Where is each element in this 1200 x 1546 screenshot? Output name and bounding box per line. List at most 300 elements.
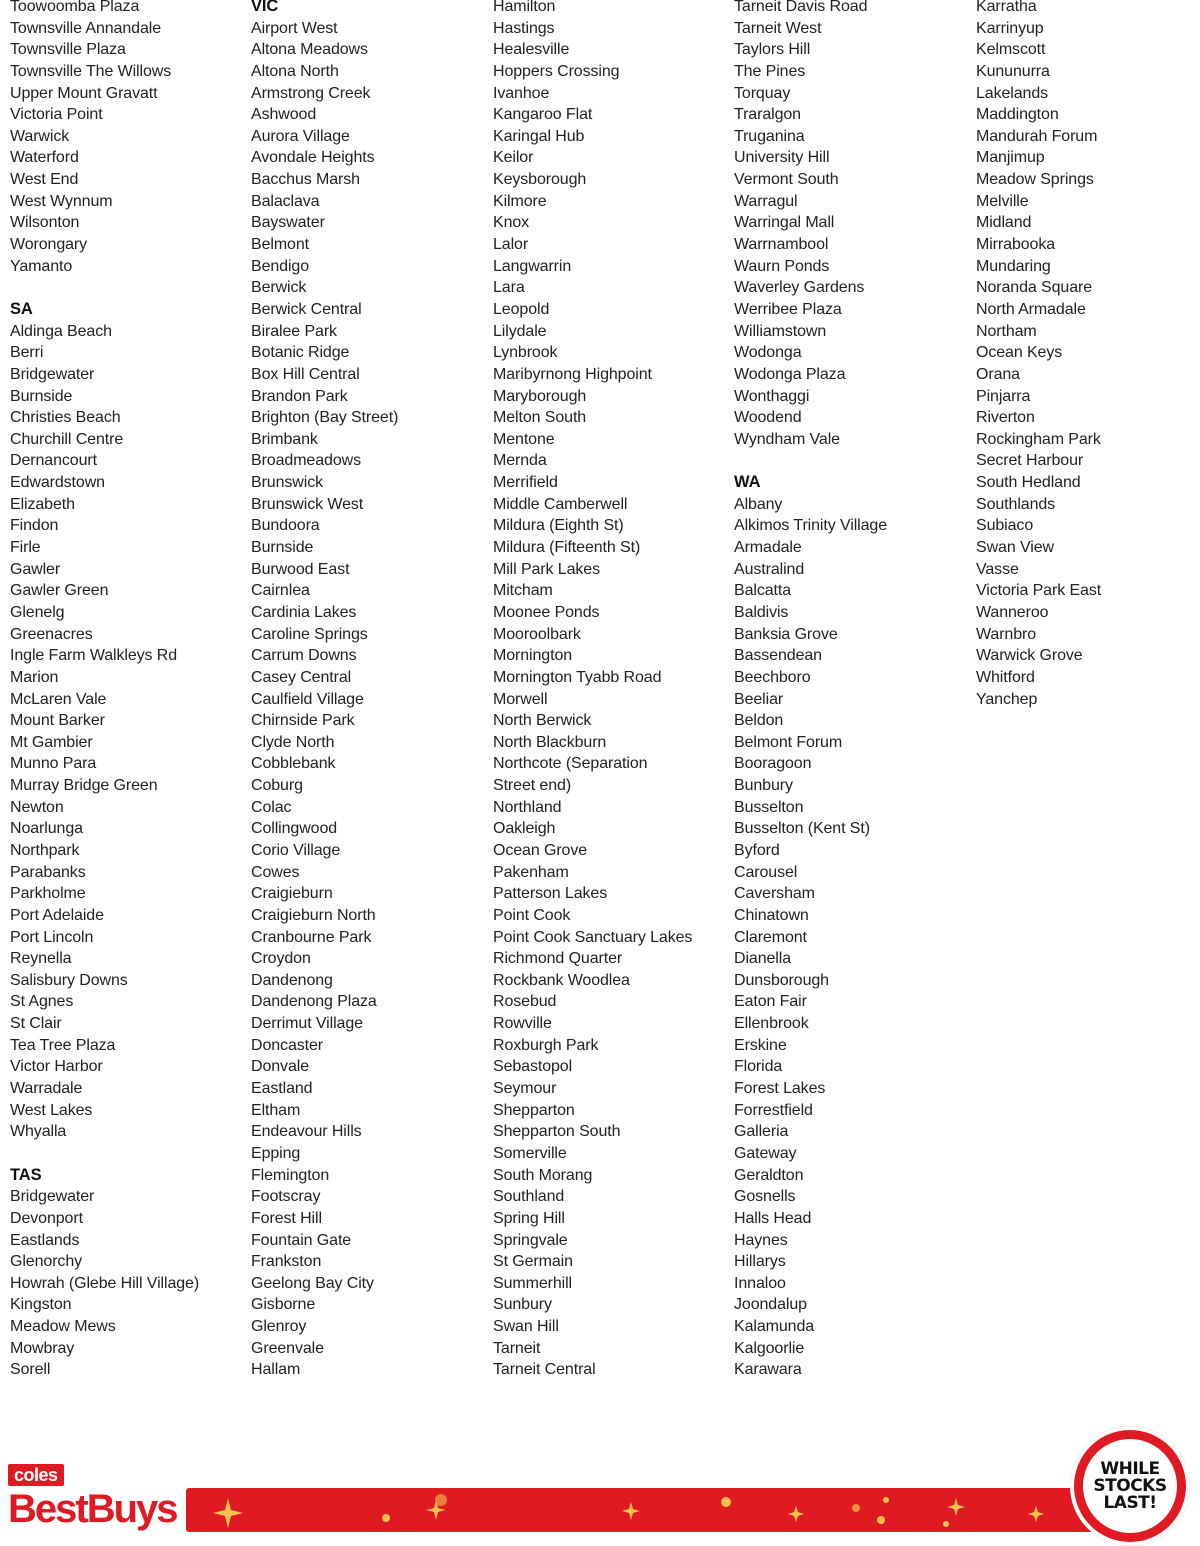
store-name: Kingston: [10, 1296, 72, 1314]
store-name: Middle Camberwell: [493, 495, 628, 513]
store-name: Townsville The Willows: [10, 62, 172, 80]
store-name: Booragoon: [734, 755, 812, 773]
store-name: Townsville Annandale: [10, 19, 161, 37]
store-name: Patterson Lakes: [493, 885, 608, 903]
store-name: Warradale: [10, 1080, 83, 1098]
store-name: Taylors Hill: [734, 41, 811, 59]
store-name: Belmont Forum: [734, 733, 843, 751]
sparkle-dot-icon: [877, 1516, 885, 1524]
store-name: North Berwick: [493, 712, 592, 730]
store-name: Lilydale: [493, 322, 547, 340]
store-name: Keilor: [493, 149, 534, 167]
store-name: Maryborough: [493, 387, 587, 405]
store-name: Mildura (Fifteenth St): [493, 539, 641, 557]
store-name: Carousel: [734, 863, 798, 881]
store-name: Moonee Ponds: [493, 603, 600, 621]
store-name: Bundoora: [251, 517, 320, 535]
coles-logo-text: coles: [8, 1464, 64, 1486]
store-name: Mildura (Eighth St): [493, 517, 624, 535]
store-name: Swan View: [976, 539, 1054, 557]
store-name: Collingwood: [251, 820, 338, 838]
store-name: Maribyrnong Highpoint: [493, 365, 652, 383]
store-name: Frankston: [251, 1253, 322, 1271]
store-name: Tarneit: [493, 1339, 541, 1357]
sparkle-dot-icon: [943, 1521, 949, 1527]
store-name: Parkholme: [10, 885, 86, 903]
store-name: Claremont: [734, 928, 807, 946]
store-name: Flemington: [251, 1166, 330, 1184]
store-name: Karawara: [734, 1361, 802, 1379]
store-name: Richmond Quarter: [493, 950, 623, 968]
store-name: Craigieburn North: [251, 906, 376, 924]
store-name: Tarneit Davis Road: [734, 0, 868, 15]
store-name: Howrah (Glebe Hill Village): [10, 1274, 200, 1292]
store-name: Yamanto: [10, 257, 73, 275]
store-name: St Agnes: [10, 993, 74, 1011]
store-name: Ellenbrook: [734, 1015, 809, 1033]
store-name: Manjimup: [976, 149, 1045, 167]
store-name: Mooroolbark: [493, 625, 581, 643]
store-name: Ashwood: [251, 106, 317, 124]
store-name: Geelong Bay City: [251, 1274, 374, 1292]
store-name: Firle: [10, 539, 41, 557]
store-name: Karratha: [976, 0, 1037, 15]
store-name: Melville: [976, 192, 1029, 210]
store-name: Mill Park Lakes: [493, 560, 600, 578]
store-name: Warnbro: [976, 625, 1037, 643]
store-name: Roxburgh Park: [493, 1036, 599, 1054]
store-name: Forrestfield: [734, 1101, 813, 1119]
store-name: Mundaring: [976, 257, 1051, 275]
store-name: Christies Beach: [10, 409, 121, 427]
store-name: Leopold: [493, 300, 550, 318]
store-name: Berri: [10, 344, 44, 362]
store-name: Burwood East: [251, 560, 350, 578]
store-name: Healesville: [493, 41, 570, 59]
store-name: University Hill: [734, 149, 830, 167]
store-name: Berwick Central: [251, 300, 362, 318]
store-name: Kangaroo Flat: [493, 106, 593, 124]
state-heading: SA: [10, 299, 33, 318]
store-name: Salisbury Downs: [10, 971, 128, 989]
store-name: Townsville Plaza: [10, 41, 126, 59]
store-name: Beeliar: [734, 690, 784, 708]
store-name: Gosnells: [734, 1188, 796, 1206]
store-name: Bayswater: [251, 214, 325, 232]
store-name: Devonport: [10, 1209, 83, 1227]
store-name: Coburg: [251, 777, 303, 795]
store-name: Upper Mount Gravatt: [10, 84, 158, 102]
red-banner: [186, 1488, 1116, 1532]
store-name: Dunsborough: [734, 971, 829, 989]
store-name: Warwick: [10, 127, 70, 145]
store-name: Belmont: [251, 236, 309, 254]
store-name: Langwarrin: [493, 257, 572, 275]
store-name: Warringal Mall: [734, 214, 835, 232]
store-name: Rowville: [493, 1015, 552, 1033]
state-heading: WA: [734, 473, 761, 492]
store-name: Street end): [493, 777, 572, 795]
store-name: West Wynnum: [10, 192, 113, 210]
store-name: Epping: [251, 1144, 301, 1162]
store-name: Gawler Green: [10, 582, 109, 600]
store-name: Derrimut Village: [251, 1015, 363, 1033]
store-name: Footscray: [251, 1188, 321, 1206]
store-name: Croydon: [251, 950, 311, 968]
store-name: South Morang: [493, 1166, 593, 1184]
store-name: Hallam: [251, 1361, 301, 1379]
store-name: Yanchep: [976, 690, 1038, 708]
store-name: Somerville: [493, 1144, 567, 1162]
store-name: Port Adelaide: [10, 906, 104, 924]
store-name: Tea Tree Plaza: [10, 1036, 116, 1054]
store-name: Melton South: [493, 409, 587, 427]
store-name: Torquay: [734, 84, 791, 102]
store-name: Port Lincoln: [10, 928, 94, 946]
store-name: Merrifield: [493, 474, 558, 492]
store-name: Glenroy: [251, 1318, 307, 1336]
store-name: Beechboro: [734, 668, 811, 686]
store-name: Swan Hill: [493, 1318, 559, 1336]
store-name: Mowbray: [10, 1339, 75, 1357]
store-name: Elizabeth: [10, 495, 75, 513]
store-name: Wyndham Vale: [734, 430, 840, 448]
store-name: Airport West: [251, 19, 338, 37]
store-name: Balcatta: [734, 582, 792, 600]
store-name: Bridgewater: [10, 365, 95, 383]
store-name: Knox: [493, 214, 530, 232]
store-name: Hastings: [493, 19, 555, 37]
store-name: Chirnside Park: [251, 712, 355, 730]
store-name: Joondalup: [734, 1296, 807, 1314]
group-spacer: [10, 277, 245, 299]
store-name: Murray Bridge Green: [10, 777, 158, 795]
store-name: Halls Head: [734, 1209, 812, 1227]
store-name: Haynes: [734, 1231, 788, 1249]
store-name: Summerhill: [493, 1274, 573, 1292]
store-name: Newton: [10, 798, 64, 816]
bestbuys-logo-text: BestBuys: [8, 1487, 177, 1531]
store-name: Oakleigh: [493, 820, 556, 838]
store-name: Biralee Park: [251, 322, 337, 340]
store-name: Victoria Point: [10, 106, 103, 124]
store-name: Wodonga: [734, 344, 802, 362]
store-name: Forest Hill: [251, 1209, 322, 1227]
store-name: Morwell: [493, 690, 548, 708]
store-name: West End: [10, 171, 79, 189]
store-name: Brunswick: [251, 474, 324, 492]
sparkle-dot-icon: [382, 1514, 390, 1522]
store-name: Rosebud: [493, 993, 557, 1011]
store-name: Sebastopol: [493, 1058, 573, 1076]
store-name: Albany: [734, 495, 783, 513]
state-heading: TAS: [10, 1165, 42, 1184]
store-name: Rockingham Park: [976, 430, 1101, 448]
store-name: Williamstown: [734, 322, 827, 340]
store-name: Kalamunda: [734, 1318, 815, 1336]
store-name: St Germain: [493, 1253, 573, 1271]
store-name: Eaton Fair: [734, 993, 807, 1011]
store-name: The Pines: [734, 62, 806, 80]
store-name: Dandenong: [251, 971, 333, 989]
store-name: Burnside: [10, 387, 73, 405]
store-name: Geraldton: [734, 1166, 804, 1184]
store-name: Whitford: [976, 668, 1035, 686]
store-name: Avondale Heights: [251, 149, 375, 167]
store-name: Werribee Plaza: [734, 300, 842, 318]
store-name: Balaclava: [251, 192, 320, 210]
store-name: Lakelands: [976, 84, 1049, 102]
store-name: Springvale: [493, 1231, 568, 1249]
store-name: West Lakes: [10, 1101, 93, 1119]
store-name: Northland: [493, 798, 562, 816]
store-name: Midland: [976, 214, 1032, 232]
store-name: Gisborne: [251, 1296, 316, 1314]
store-name: Endeavour Hills: [251, 1123, 362, 1141]
store-name: Riverton: [976, 409, 1035, 427]
store-name: Botanic Ridge: [251, 344, 350, 362]
store-name: Florida: [734, 1058, 783, 1076]
store-name: Karingal Hub: [493, 127, 585, 145]
store-name: Wanneroo: [976, 603, 1049, 621]
store-name: Maddington: [976, 106, 1059, 124]
store-name: Shepparton: [493, 1101, 575, 1119]
store-name: Donvale: [251, 1058, 310, 1076]
store-name: Bridgewater: [10, 1188, 95, 1206]
store-name: Armstrong Creek: [251, 84, 371, 102]
store-name: Lynbrook: [493, 344, 558, 362]
store-name: Busselton: [734, 798, 804, 816]
store-name: Waverley Gardens: [734, 279, 865, 297]
store-column-3: [493, 0, 728, 1381]
store-name: Galleria: [734, 1123, 789, 1141]
store-name: Mt Gambier: [10, 733, 93, 751]
store-name: Brimbank: [251, 430, 318, 448]
store-name: Cardinia Lakes: [251, 603, 357, 621]
store-name: Mornington Tyabb Road: [493, 668, 662, 686]
store-name: Southland: [493, 1188, 565, 1206]
while-stocks-last-badge: [1070, 1426, 1190, 1546]
store-name: Victor Harbor: [10, 1058, 103, 1076]
store-name: Northpark: [10, 841, 80, 859]
store-name: Southlands: [976, 495, 1056, 513]
store-name: Corio Village: [251, 841, 341, 859]
store-name: Orana: [976, 365, 1020, 383]
store-name: Warrnambool: [734, 236, 829, 254]
store-name: Eastlands: [10, 1231, 80, 1249]
coles-bestbuys-logo: [8, 1464, 178, 1536]
store-name: Busselton (Kent St): [734, 820, 870, 838]
store-name: Karrinyup: [976, 19, 1044, 37]
store-name: Beldon: [734, 712, 784, 730]
sparkle-dot-icon: [435, 1494, 447, 1506]
store-name: Meadow Springs: [976, 171, 1094, 189]
store-name: Dandenong Plaza: [251, 993, 377, 1011]
store-name: Kelmscott: [976, 41, 1046, 59]
store-name: Caversham: [734, 885, 815, 903]
store-name: Altona Meadows: [251, 41, 368, 59]
store-name: Wodonga Plaza: [734, 365, 846, 383]
store-name: Toowoomba Plaza: [10, 0, 140, 15]
store-name: Noranda Square: [976, 279, 1093, 297]
store-name: South Hedland: [976, 474, 1081, 492]
store-column-5: [976, 0, 1200, 710]
sparkle-dot-icon: [852, 1504, 860, 1512]
store-name: Vermont South: [734, 171, 839, 189]
store-name: Mornington: [493, 647, 573, 665]
store-name: Forest Lakes: [734, 1080, 826, 1098]
store-name: North Armadale: [976, 300, 1086, 318]
store-name: Brunswick West: [251, 495, 364, 513]
store-name: Glenelg: [10, 603, 65, 621]
store-name: Mirrabooka: [976, 236, 1056, 254]
store-name: Hillarys: [734, 1253, 786, 1271]
store-name: Marion: [10, 668, 59, 686]
store-name: Ivanhoe: [493, 84, 550, 102]
store-name: Gateway: [734, 1144, 797, 1162]
state-heading: VIC: [251, 0, 279, 15]
store-name: Parabanks: [10, 863, 86, 881]
store-name: Mernda: [493, 452, 547, 470]
store-name: Cairnlea: [251, 582, 310, 600]
store-name: Seymour: [493, 1080, 557, 1098]
store-name: Colac: [251, 798, 292, 816]
store-name: Eltham: [251, 1101, 301, 1119]
store-name: Lalor: [493, 236, 529, 254]
store-name: Truganina: [734, 127, 805, 145]
store-name: Northcote (Separation: [493, 755, 648, 773]
store-name: Ocean Keys: [976, 344, 1063, 362]
store-name: Berwick: [251, 279, 307, 297]
store-name: Whyalla: [10, 1123, 67, 1141]
store-name: Box Hill Central: [251, 365, 360, 383]
store-name: Craigieburn: [251, 885, 333, 903]
store-name: Bunbury: [734, 777, 793, 795]
store-name: Woodend: [734, 409, 802, 427]
store-name: Dernancourt: [10, 452, 97, 470]
store-name: Northam: [976, 322, 1037, 340]
store-name: Australind: [734, 560, 805, 578]
store-name: Vasse: [976, 560, 1019, 578]
store-name: Altona North: [251, 62, 339, 80]
store-name: Burnside: [251, 539, 314, 557]
store-name: Bassendean: [734, 647, 822, 665]
badge-text: WHILE STOCKS LAST!: [1093, 1458, 1167, 1513]
store-name: Hamilton: [493, 0, 556, 15]
store-name: Erskine: [734, 1036, 787, 1054]
store-name: Alkimos Trinity Village: [734, 517, 888, 535]
store-name: Sorell: [10, 1361, 51, 1379]
store-name: Bendigo: [251, 257, 310, 275]
store-name: Point Cook Sanctuary Lakes: [493, 928, 693, 946]
store-name: Pakenham: [493, 863, 569, 881]
store-name: Kununurra: [976, 62, 1050, 80]
store-name: Ocean Grove: [493, 841, 588, 859]
banner-background: [186, 1488, 1116, 1532]
store-name: Greenvale: [251, 1339, 324, 1357]
store-name: Armadale: [734, 539, 802, 557]
store-name: Carrum Downs: [251, 647, 357, 665]
store-column-4: [734, 0, 969, 1381]
sparkle-dot-icon: [883, 1497, 889, 1503]
store-name: Broadmeadows: [251, 452, 361, 470]
store-name: Waurn Ponds: [734, 257, 830, 275]
store-name: Waterford: [10, 149, 79, 167]
store-name: Sunbury: [493, 1296, 552, 1314]
store-name: Aurora Village: [251, 127, 350, 145]
store-name: Casey Central: [251, 668, 352, 686]
store-name: Bacchus Marsh: [251, 171, 360, 189]
store-name: Caulfield Village: [251, 690, 364, 708]
store-name: Reynella: [10, 950, 72, 968]
store-name: Lara: [493, 279, 525, 297]
store-name: Warwick Grove: [976, 647, 1083, 665]
footer: [0, 1440, 1200, 1543]
store-name: Edwardstown: [10, 474, 105, 492]
store-name: Tarneit West: [734, 19, 822, 37]
store-name: Wonthaggi: [734, 387, 810, 405]
store-name: Victoria Park East: [976, 582, 1102, 600]
store-column-2: [251, 0, 486, 1381]
store-name: Eastland: [251, 1080, 313, 1098]
store-name: Byford: [734, 841, 780, 859]
store-name: Caroline Springs: [251, 625, 368, 643]
store-name: Fountain Gate: [251, 1231, 352, 1249]
store-name: Dianella: [734, 950, 792, 968]
store-name: Wilsonton: [10, 214, 80, 232]
store-name: Traralgon: [734, 106, 801, 124]
store-name: St Clair: [10, 1015, 62, 1033]
store-name: Clyde North: [251, 733, 335, 751]
store-name: Findon: [10, 517, 59, 535]
store-name: Tarneit Central: [493, 1361, 596, 1379]
store-name: Meadow Mews: [10, 1318, 116, 1336]
store-name: Baldivis: [734, 603, 789, 621]
store-name: Spring Hill: [493, 1209, 565, 1227]
store-name: Chinatown: [734, 906, 809, 924]
store-name: Brighton (Bay Street): [251, 409, 399, 427]
store-name: Cobblebank: [251, 755, 336, 773]
store-name: North Blackburn: [493, 733, 607, 751]
store-name: Glenorchy: [10, 1253, 83, 1271]
store-name: Keysborough: [493, 171, 587, 189]
store-name: Cowes: [251, 863, 300, 881]
store-name: Noarlunga: [10, 820, 83, 838]
store-name: Mount Barker: [10, 712, 105, 730]
store-name: Munno Para: [10, 755, 97, 773]
store-name: Kalgoorlie: [734, 1339, 805, 1357]
store-name: Doncaster: [251, 1036, 324, 1054]
store-name: Secret Harbour: [976, 452, 1084, 470]
store-name: Cranbourne Park: [251, 928, 372, 946]
sparkle-dot-icon: [721, 1497, 731, 1507]
store-name: Mandurah Forum: [976, 127, 1098, 145]
store-name: Mitcham: [493, 582, 553, 600]
store-name: Brandon Park: [251, 387, 348, 405]
store-name: Worongary: [10, 236, 88, 254]
store-name: Churchill Centre: [10, 430, 124, 448]
store-name: Rockbank Woodlea: [493, 971, 630, 989]
store-name: Aldinga Beach: [10, 322, 112, 340]
store-name: Warragul: [734, 192, 798, 210]
store-name: Hoppers Crossing: [493, 62, 620, 80]
store-name: Greenacres: [10, 625, 93, 643]
store-name: Banksia Grove: [734, 625, 838, 643]
store-name: Innaloo: [734, 1274, 786, 1292]
group-spacer: [10, 1143, 245, 1165]
store-name: Shepparton South: [493, 1123, 621, 1141]
store-column-1: [10, 0, 245, 1381]
